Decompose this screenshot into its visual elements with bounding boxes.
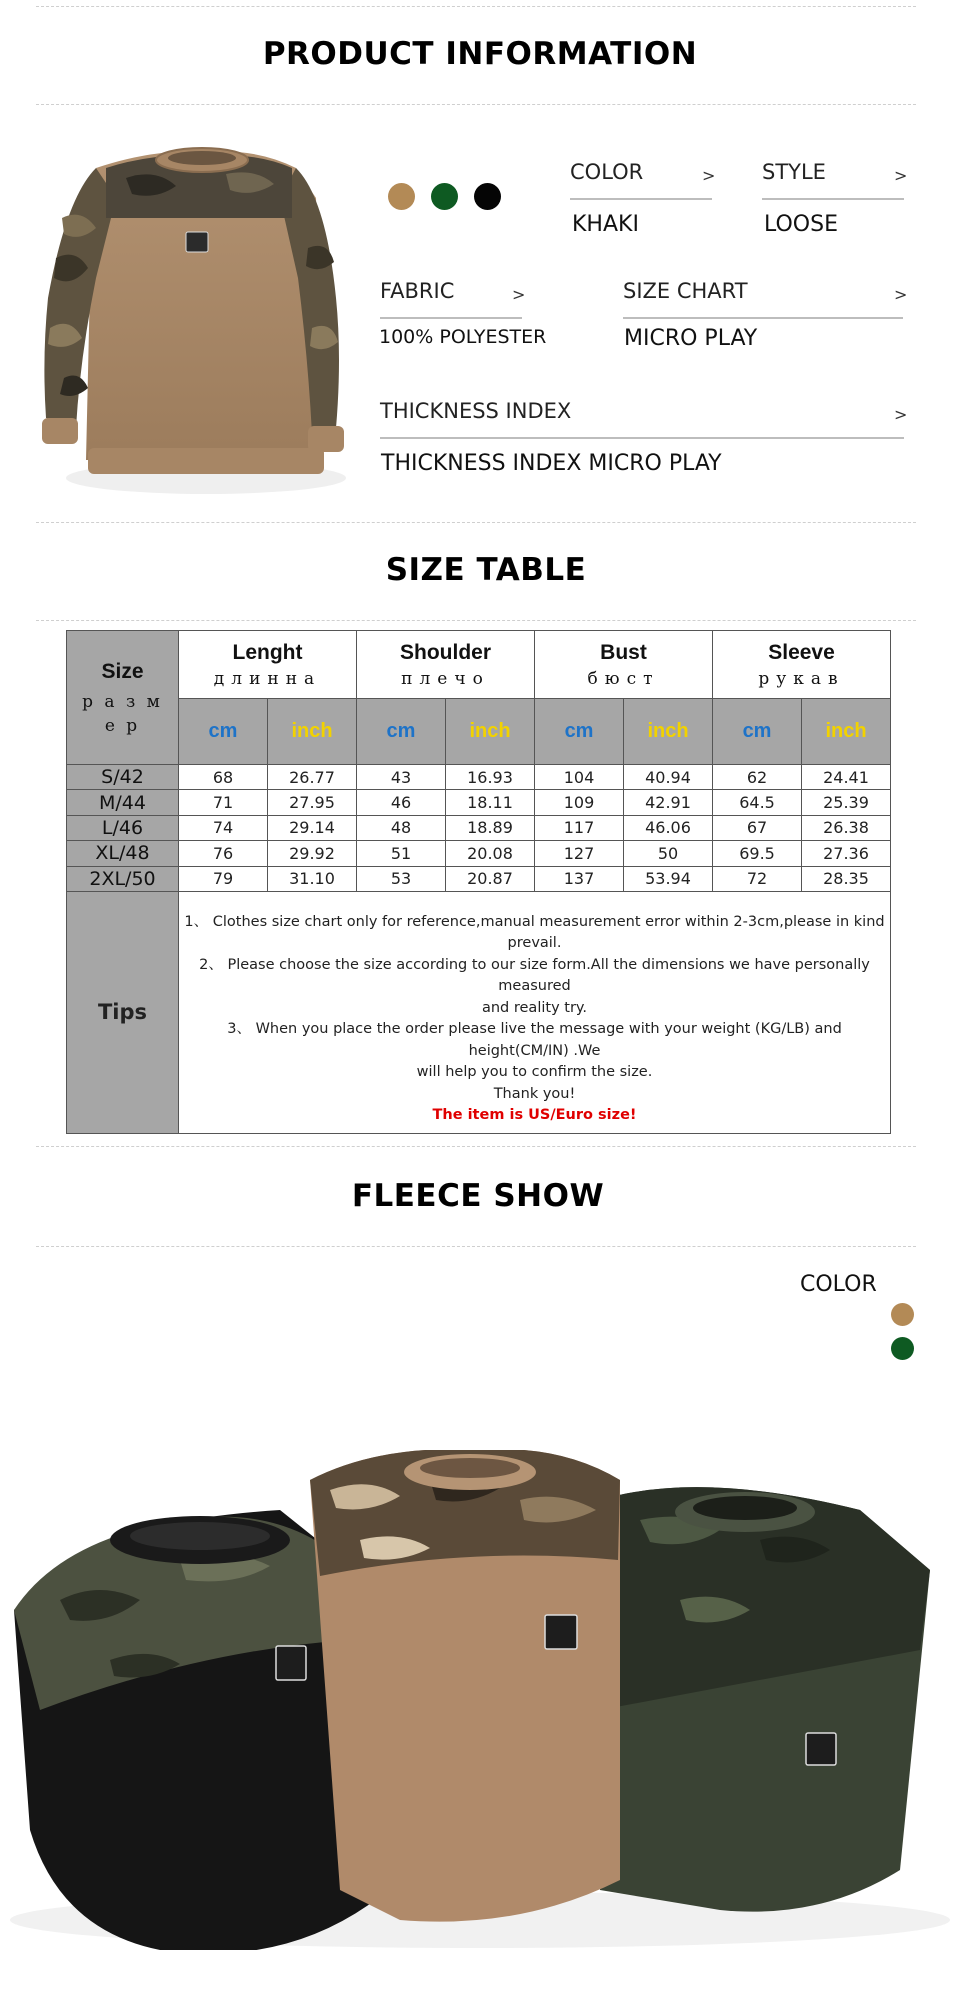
measurement-cell: 28.35	[802, 866, 891, 891]
measurement-cell: 18.89	[446, 815, 535, 840]
measurement-cell: 46	[357, 790, 446, 815]
measurement-cell: 43	[357, 765, 446, 790]
measurement-cell: 74	[179, 815, 268, 840]
measurement-cell: 71	[179, 790, 268, 815]
shoulder-header-en: Shoulder	[400, 640, 492, 664]
measurement-cell: 137	[535, 866, 624, 891]
measurement-cell: 24.41	[802, 765, 891, 790]
size-header: Size	[101, 659, 144, 683]
unit-inch: inch	[446, 699, 535, 765]
size-cell: XL/48	[67, 841, 179, 866]
swatch-black[interactable]	[474, 183, 501, 210]
unit-inch: inch	[624, 699, 713, 765]
measurement-cell: 64.5	[713, 790, 802, 815]
style-arrow-icon: >	[894, 166, 908, 185]
measurement-cell: 42.91	[624, 790, 713, 815]
measurement-cell: 104	[535, 765, 624, 790]
swatch-khaki[interactable]	[388, 183, 415, 210]
measurement-cell: 53.94	[624, 866, 713, 891]
unit-cm: cm	[713, 699, 802, 765]
color-arrow-icon: >	[702, 166, 716, 185]
measurement-cell: 26.77	[268, 765, 357, 790]
size-cell: 2XL/50	[67, 866, 179, 891]
length-header-ru: длинна	[213, 668, 322, 689]
fleece-color-label: COLOR	[800, 1272, 877, 1297]
measurement-cell: 79	[179, 866, 268, 891]
style-value: LOOSE	[764, 212, 838, 237]
thickness-arrow-icon: >	[894, 405, 908, 424]
measurement-cell: 26.38	[802, 815, 891, 840]
fleece-swatch-khaki[interactable]	[891, 1303, 914, 1326]
bust-header-ru: бюст	[587, 668, 660, 689]
size-chart-arrow-icon: >	[894, 285, 908, 304]
measurement-cell: 117	[535, 815, 624, 840]
sleeve-header-ru: рукав	[758, 668, 845, 689]
tips-text	[179, 891, 891, 1133]
unit-inch: inch	[268, 699, 357, 765]
fabric-arrow-icon: >	[512, 285, 526, 304]
measurement-cell: 48	[357, 815, 446, 840]
tips-line-1: 1、 Clothes size chart only for reference,manual measurement error within 2-3cm,please in kind prevail.	[184, 913, 885, 952]
measurement-cell: 51	[357, 841, 446, 866]
measurement-cell: 46.06	[624, 815, 713, 840]
fleece-sweaters-image	[0, 1450, 960, 1950]
shoulder-header	[357, 631, 535, 699]
measurement-cell: 27.95	[268, 790, 357, 815]
measurement-cell: 40.94	[624, 765, 713, 790]
size-chart-value: MICRO PLAY	[624, 326, 758, 351]
tips-line-6: Thank you!	[493, 1085, 576, 1102]
unit-inch: inch	[802, 699, 891, 765]
unit-cm: cm	[535, 699, 624, 765]
tips-line-2: 2、 Please choose the size according to our size form.All the dimensions we have personally measured	[199, 956, 870, 995]
measurement-cell: 29.92	[268, 841, 357, 866]
size-table	[66, 630, 891, 1134]
table-row	[67, 841, 891, 866]
measurement-cell: 53	[357, 866, 446, 891]
sleeve-header-en: Sleeve	[768, 640, 835, 664]
bust-header	[535, 631, 713, 699]
unit-cm: cm	[357, 699, 446, 765]
fabric-label: FABRIC	[380, 279, 455, 303]
tips-line-4: 3、 When you place the order please live the message with your weight (KG/LB) and height(CM/IN) .We	[227, 1021, 842, 1059]
measurement-cell: 127	[535, 841, 624, 866]
table-row	[67, 815, 891, 840]
measurement-cell: 20.87	[446, 866, 535, 891]
measurement-cell: 29.14	[268, 815, 357, 840]
measurement-cell: 68	[179, 765, 268, 790]
color-label: COLOR	[570, 160, 644, 184]
tips-line-3: and reality try.	[481, 999, 588, 1016]
tips-red-note: The item is US/Euro size!	[432, 1107, 637, 1124]
measurement-cell: 16.93	[446, 765, 535, 790]
tips-line-5: will help you to confirm the size.	[416, 1064, 653, 1081]
style-label: STYLE	[762, 160, 826, 184]
thickness-value: THICKNESS INDEX MICRO PLAY	[381, 451, 722, 476]
size-table-title: SIZE TABLE	[385, 552, 587, 588]
size-cell: L/46	[67, 815, 179, 840]
sweater-khaki	[310, 1450, 620, 1922]
thickness-label: THICKNESS INDEX	[380, 399, 572, 423]
unit-cm: cm	[179, 699, 268, 765]
measurement-cell: 31.10	[268, 866, 357, 891]
tips-label: Tips	[67, 891, 179, 1133]
table-row	[67, 765, 891, 790]
measurement-cell: 67	[713, 815, 802, 840]
size-header-cell	[67, 631, 179, 765]
sweater-khaki-image	[36, 138, 356, 504]
measurement-cell: 72	[713, 866, 802, 891]
sweater-green	[580, 1487, 930, 1912]
measurement-cell: 27.36	[802, 841, 891, 866]
color-value: KHAKI	[572, 212, 639, 237]
size-header-ru-2: е р	[104, 715, 141, 736]
swatch-green[interactable]	[431, 183, 458, 210]
length-header-en: Lenght	[232, 640, 303, 664]
size-chart-label: SIZE CHART	[623, 279, 748, 303]
measurement-cell: 109	[535, 790, 624, 815]
measurement-cell: 62	[713, 765, 802, 790]
fleece-show-title: FLEECE SHOW	[351, 1178, 605, 1214]
product-info-title: PRODUCT INFORMATION	[262, 36, 698, 72]
measurement-cell: 69.5	[713, 841, 802, 866]
sleeve-header	[713, 631, 891, 699]
size-cell: S/42	[67, 765, 179, 790]
bust-header-en: Bust	[600, 640, 647, 664]
table-row	[67, 790, 891, 815]
size-cell: M/44	[67, 790, 179, 815]
shoulder-header-ru: плечо	[401, 668, 490, 689]
fleece-swatch-green[interactable]	[891, 1337, 914, 1360]
measurement-cell: 50	[624, 841, 713, 866]
measurement-cell: 20.08	[446, 841, 535, 866]
measurement-cell: 18.11	[446, 790, 535, 815]
fabric-value: 100% POLYESTER	[379, 326, 547, 348]
measurement-cell: 76	[179, 841, 268, 866]
table-row	[67, 866, 891, 891]
measurement-cell: 25.39	[802, 790, 891, 815]
size-header-ru-1: р а з м	[82, 691, 163, 712]
length-header	[179, 631, 357, 699]
